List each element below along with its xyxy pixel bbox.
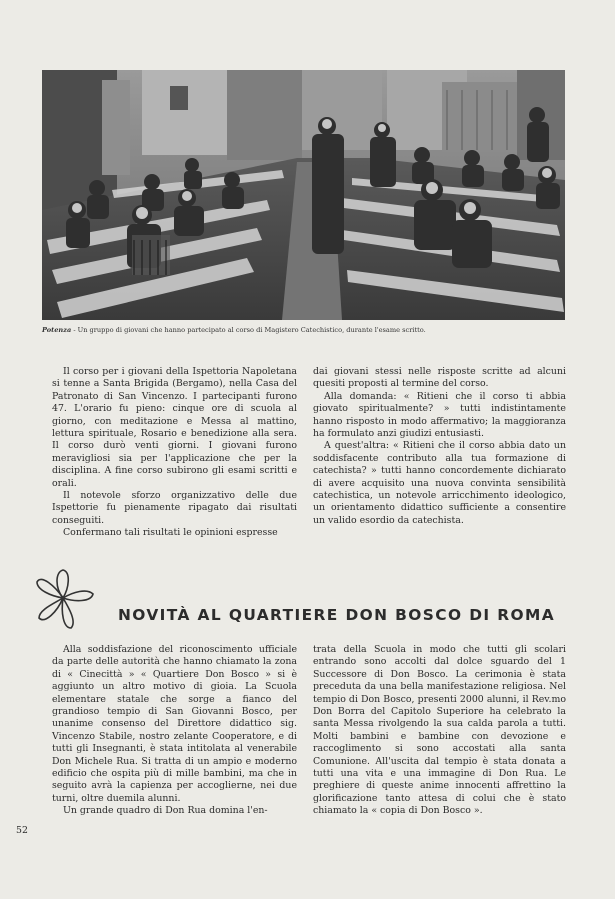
paragraph: dai giovani stessi nelle risposte scritte ad alcuni quesiti proposti al termine del corso. <box>313 366 566 390</box>
paragraph: Confermano tali risultati le opinioni espresse <box>63 527 278 539</box>
classroom-photo-image <box>42 70 565 320</box>
flower-ornament-icon <box>33 566 99 632</box>
paragraph: trata della Scuola in modo che tutti gli scolari entrando sono accolti dal dolce sguardo del 1 Successore di Don Bosco. La cerimonia è stata preceduta da una bella manifestazione religiosa. Nel tempio di Don Bosco, presenti 2000 alunni, il Rev.mo Don Borra del Capitolo Superiore ha celebrato la santa Messa rivolgendo la sua calda parola a tutti. Molti bambini e bambine con devozione e raccoglimento si sono accostati alla santa Comunione. All'uscita dal tempio è stata donata a tutti una vita e una immagine di Don Rua. Le preghiere di queste anime innocenti affrettino la glorificazione tanto attesa di colui che è stato chiamato la « copia di Don Bosco ». <box>313 644 566 817</box>
paragraph: Alla soddisfazione del riconoscimento ufficiale da parte delle autorità che hanno chiamato la zona di « Cinecittà » « Quartiere Don Bosco » si è aggiunto un altro motivo di gioia. La Scuola elementare statale che sorge a fianco del grandioso tempio di San Giovanni Bosco, per unanime consenso del Direttore didattico sig. Vincenzo Stabile, nostro zelante Cooperatore, e di tutti gli Insegnanti, è stata intitolata al venerabile Don Michele Rua. Si tratta di un ampio e moderno edificio che ospita più di mille bambini, ma che in seguito avrà la capienza per accoglierne, nei due turni, oltre duemila alunni. <box>52 644 297 804</box>
article1-column-2 <box>313 366 566 527</box>
article2-column-1 <box>52 644 297 818</box>
classroom-photo <box>42 70 565 320</box>
article2-heading: NOVITÀ AL QUARTIERE DON BOSCO DI ROMA <box>118 606 556 624</box>
paragraph: Il corso per i giovani della Ispettoria Napoletana si tenne a Santa Brigida (Bergamo), nella Casa del Patronato di San Vincenzo. I partecipanti furono 47. L'orario fu pieno: cinque ore di scuola al giorno, con meditazione e Messa al mattino, lettura spirituale, Rosario e benedizione alla sera. Il corso durò venti giorni. I giovani furono meravigliosi sia per l'applicazione che per la disciplina. A fine corso subirono gli esami scritti e orali. <box>52 366 297 489</box>
caption-text: - Un gruppo di giovani che hanno partecipato al corso di Magistero Catechistico, durante l'esame scritto. <box>71 326 426 334</box>
article2-column-2 <box>313 644 566 818</box>
paragraph: A quest'altra: « Ritieni che il corso abbia dato un soddisfacente contributo alla tua formazione di catechista? » tutti hanno concordemente dichiarato di avere acquisito una nuova convinta sensibilità catechistica, un notevole arricchimento ideologico, un orientamento didattico sufficiente a consentire un valido esordio da catechista. <box>313 440 566 526</box>
paragraph: Un grande quadro di Don Rua domina l'en- <box>63 805 268 817</box>
caption-place: Potenza <box>42 326 72 334</box>
article1-column-1 <box>52 366 297 540</box>
page-number: 52 <box>16 825 28 836</box>
photo-caption <box>42 326 570 334</box>
paragraph: Il notevole sforzo organizzativo delle due Ispettorie fu pienamente ripagato dai risultati conseguiti. <box>52 490 297 526</box>
paragraph: Alla domanda: « Ritieni che il corso ti abbia giovato spiritualmente? » tutti indistintamente hanno risposto in modo affermativo; la maggioranza ha formulato anzi giudizi entusiasti. <box>313 390 566 440</box>
